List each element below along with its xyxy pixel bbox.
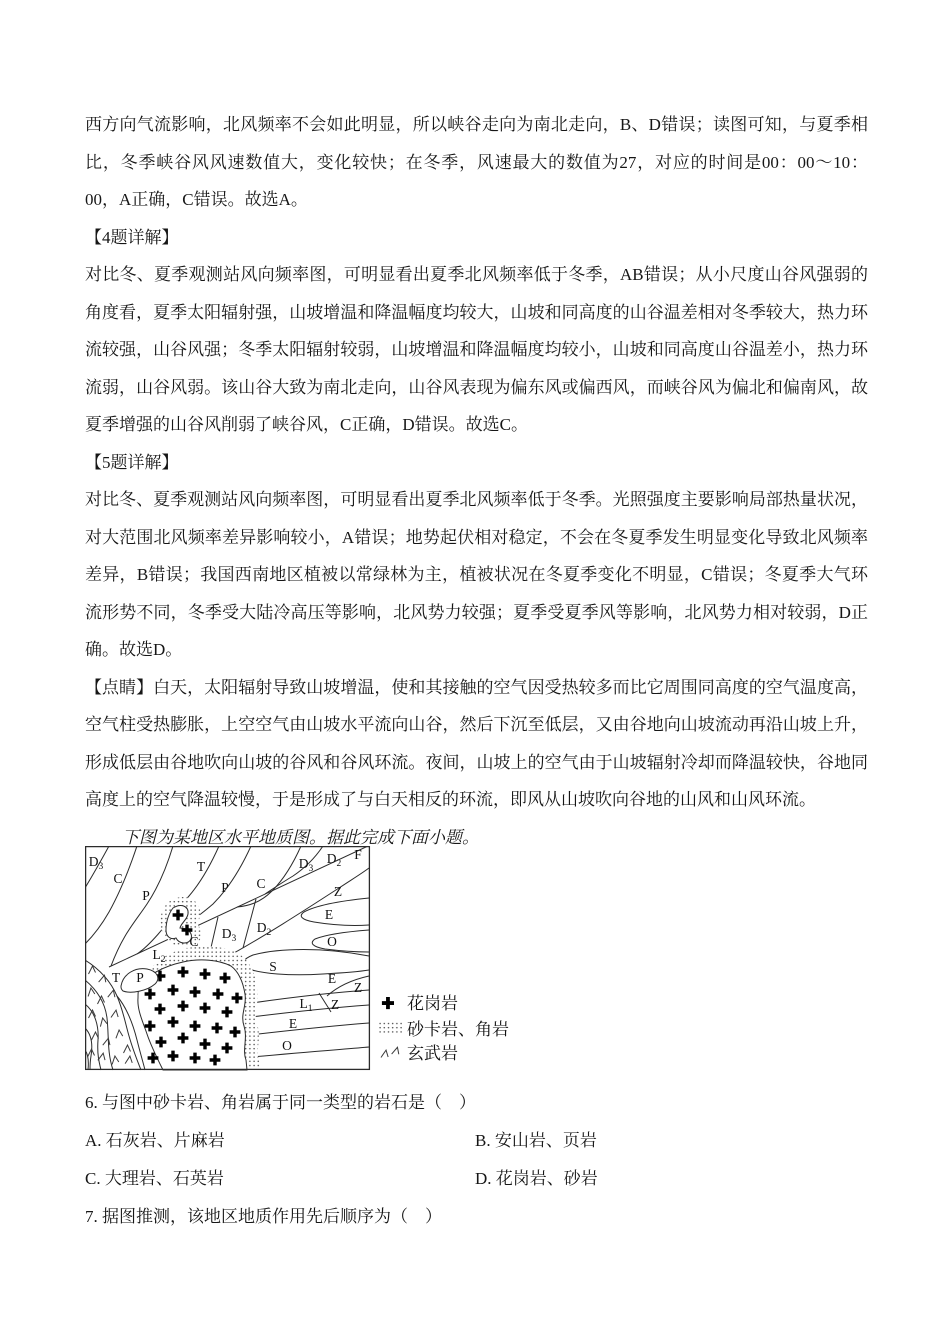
basalt-hachure-mark — [111, 1010, 119, 1019]
granite-plus-icon — [382, 997, 394, 1009]
map-unit-label: F — [354, 847, 362, 862]
question-7: 7. 据图推测，该地区地质作用先后顺序为（ ） — [85, 1207, 442, 1226]
document-body — [85, 106, 868, 856]
map-unit-label: $D_3$ — [88, 854, 104, 872]
map-unit-label: P — [221, 880, 229, 895]
map-unit-label: $D_2$ — [256, 920, 272, 938]
basalt-hachure-mark — [103, 1037, 112, 1046]
answer-4-paragraph: 夏季增强的山谷风削弱了峡谷风，C正确，D错误。故选C。 — [85, 415, 528, 434]
map-legend — [379, 994, 509, 1063]
basalt-hachure-icon — [381, 1046, 400, 1058]
options-row — [85, 1122, 868, 1160]
answer-3-paragraph: 00，A正确，C错误。故选A。 — [85, 190, 308, 209]
map-unit-label: Z — [333, 884, 343, 899]
map-unit-label: $L_1$ — [299, 996, 313, 1014]
map-unit-label: $L_2$ — [152, 947, 166, 965]
map-unit-label: $D_2$ — [326, 851, 342, 869]
answer-4-paragraph: 流弱，山谷风弱。该山谷大致为南北走向，山谷风表现为偏东风或偏西风，而峡谷风为偏北和偏南风，故 — [85, 377, 868, 397]
map-unit-label: $D_3$ — [298, 856, 314, 874]
answer-4-paragraph: 对比冬、夏季观测站风向频率图，可明显看出夏季北风频率低于冬季，AB错误；从小尺度山谷风强弱的 — [85, 265, 868, 284]
answer-4-paragraph: 角度看，夏季太阳辐射强，山坡增温和降温幅度均较大，山坡和同高度的山谷温差相对冬季较大，热力环 — [85, 302, 868, 322]
answer-5-paragraph: 流形势不同，冬季受大陆冷高压等影响，北风势力较强；夏季受夏季风等影响，北风势力相对较弱，D正 — [85, 602, 868, 622]
question-5-heading: 【5题详解】 — [85, 452, 179, 472]
basalt-hachure-mark — [99, 974, 108, 983]
legend-label-basalt: 玄武岩 — [407, 1044, 458, 1063]
map-unit-label: P — [142, 888, 150, 903]
question-4-heading: 【4题详解】 — [85, 227, 179, 247]
key-note-paragraph: 【点睛】白天，太阳辐射导致山坡增温，使和其接触的空气因受热较多而比它周围同高度的空气温度高， — [85, 677, 868, 697]
answer-5-paragraph: 对比冬、夏季观测站风向频率图，可明显看出夏季北风频率低于冬季。光照强度主要影响局部热量状况， — [85, 490, 868, 509]
map-unit-label: S — [269, 959, 277, 974]
answer-4-paragraph: 流较强，山谷风强；冬季太阳辐射较弱，山坡增温和降温幅度均较小，山坡和同高度山谷温差小，热力环 — [85, 340, 868, 359]
map-unit-label: E — [327, 971, 337, 986]
map-unit-label: C — [113, 871, 123, 886]
key-note-paragraph: 形成低层由谷地吹向山坡的谷风和谷风环流。夜间，山坡上的空气由于山坡辐射冷却而降温较快，谷地同 — [85, 752, 868, 772]
key-note-paragraph: 高度上的空气降温较慢，于是形成了与白天相反的环流，即风从山坡吹向谷地的山风和山风环流。 — [85, 790, 816, 809]
option-6-c: C. 大理岩、石英岩 — [85, 1169, 224, 1188]
options-row — [85, 1160, 868, 1198]
map-unit-label: C — [189, 934, 199, 949]
legend-label-granite: 花岗岩 — [407, 994, 458, 1013]
map-unit-label: C — [256, 876, 266, 891]
answer-5-paragraph: 对大范围北风频率差异影响较小，A错误；地势起伏相对稳定，不会在冬夏季发生明显变化导致北风频率 — [85, 527, 868, 547]
answer-3-paragraph: 西方向气流影响，北风频率不会如此明显，所以峡谷走向为南北走向，B、D错误；读图可知，与夏季相 — [85, 115, 868, 134]
figure-intro-line: 下图为某地区水平地质图。据此完成下面小题。 — [122, 827, 479, 847]
map-unit-label: E — [288, 1016, 298, 1031]
map-unit-label: T — [196, 859, 206, 874]
geologic-map-figure — [85, 846, 868, 1076]
basalt-hachure-mark — [92, 1032, 99, 1040]
questions-section — [85, 1084, 868, 1236]
map-unit-label: T — [111, 970, 121, 985]
basalt-hachure-mark — [124, 1045, 131, 1053]
question-6: 6. 与图中砂卡岩、角岩属于同一类型的岩石是（ ） — [85, 1093, 476, 1112]
option-6-a: A. 石灰岩、片麻岩 — [85, 1131, 225, 1150]
key-note-paragraph: 空气柱受热膨胀，上空空气由山坡水平流向山谷，然后下沉至低层，又由谷地向山坡流动再沿山坡上升， — [85, 715, 868, 734]
legend-label-skarn: 砂卡岩、角岩 — [407, 1020, 509, 1039]
map-unit-label: Z — [330, 997, 340, 1012]
map-unit-label: $D_3$ — [221, 926, 237, 944]
map-unit-label: O — [282, 1038, 292, 1053]
option-6-d: D. 花岗岩、砂岩 — [475, 1169, 598, 1188]
answer-5-paragraph: 确。故选D。 — [85, 640, 183, 659]
skarn-dots-icon — [379, 1022, 403, 1035]
basalt-hachure-mark — [125, 1056, 133, 1065]
basalt-hachure-mark — [115, 1030, 123, 1039]
map-unit-label: Z — [353, 980, 363, 995]
map-unit-label: E — [324, 907, 334, 922]
basalt-hachure-mark — [99, 1017, 108, 1026]
basalt-hachure-mark — [111, 1056, 119, 1065]
map-unit-label: O — [327, 934, 337, 949]
answer-3-paragraph: 比，冬季峡谷风风速数值大，变化较快；在冬季，风速最大的数值为27，对应的时间是00：00～10： — [85, 152, 868, 172]
answer-5-paragraph: 差异，B错误；我国西南地区植被以常绿林为主，植被状况在冬夏季变化不明显，C错误；冬夏季大气环 — [85, 565, 868, 584]
option-6-b: B. 安山岩、页岩 — [475, 1131, 597, 1150]
map-unit-label: P — [136, 970, 144, 985]
geologic-map-svg — [85, 846, 590, 1076]
